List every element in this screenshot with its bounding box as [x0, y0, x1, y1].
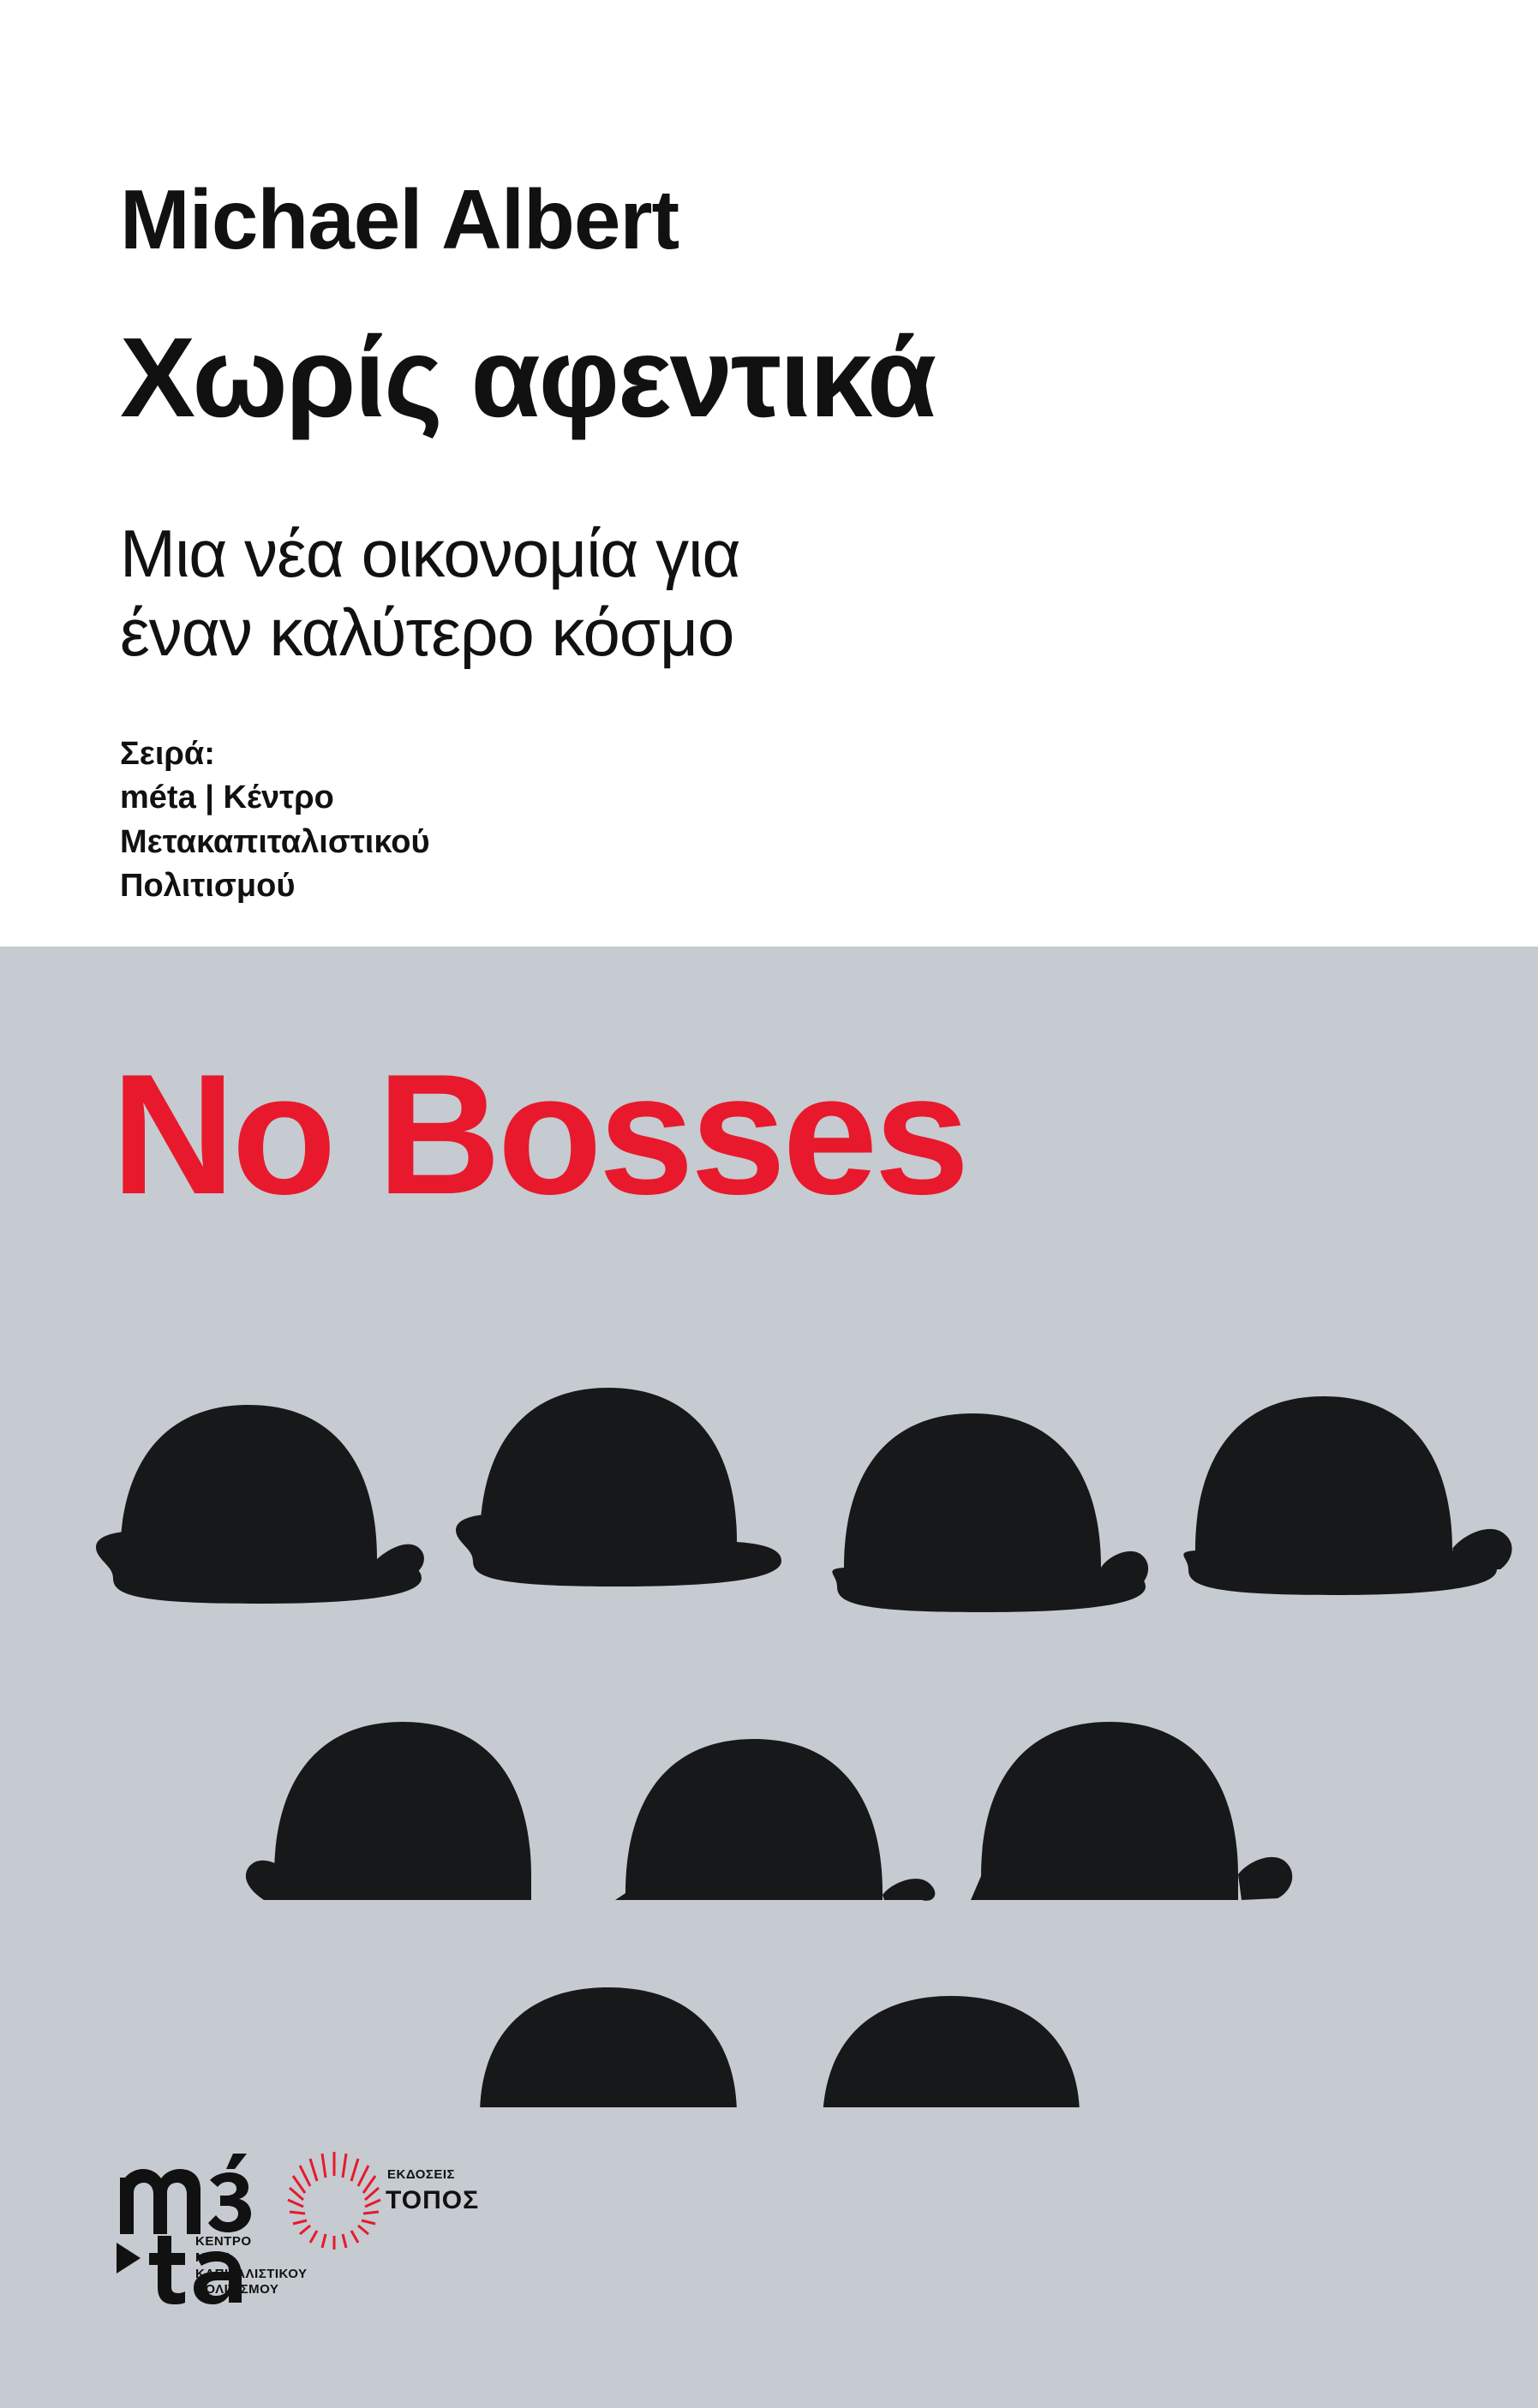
meta-caption-line-2: ΜΕΤΑ — [195, 2250, 233, 2265]
author-name: Michael Albert — [120, 172, 679, 266]
hat-row-2-item-2 — [615, 1739, 935, 1901]
publisher-logos — [111, 2133, 557, 2313]
hat-row-1-item-1 — [96, 1405, 424, 1604]
title-english: No Bosses — [111, 1039, 966, 1230]
meta-caption-line-3: ΚΑΠΙΤΑΛΙΣΤΙΚΟΥ — [195, 2266, 308, 2281]
hat-row-1-item-4 — [1183, 1396, 1511, 1595]
subtitle-greek-line-2: έναν καλύτερο κόσμο — [120, 595, 734, 671]
series-line-2: méta | Κέντρο — [120, 780, 334, 816]
series-line-3: Μετακαπιταλιστικού — [120, 823, 430, 860]
series-line-4: Πολιτισμού — [120, 867, 296, 904]
subtitle-greek-line-1: Μια νέα οικονομία για — [120, 516, 740, 591]
hat-row-2-item-1 — [246, 1722, 531, 1900]
meta-caption-line-1: ΚΕΝΤΡΟ — [195, 2234, 252, 2249]
hat-row-1-item-3 — [832, 1413, 1148, 1612]
series-line-1: Σειρά: — [120, 736, 215, 772]
topos-logo-mark — [283, 2142, 566, 2304]
topos-logo — [283, 2142, 566, 2304]
hat-row-2-item-3 — [971, 1722, 1292, 1900]
hat-row-3-item-1 — [470, 1987, 737, 2107]
meta-caption-line-4: ΠΟΛΙΤΙΣΜΟΥ — [195, 2282, 279, 2297]
hat-row-3-item-2 — [812, 1996, 1119, 2107]
topos-logo-wordmark: ΤΟΠΟΣ — [386, 2186, 480, 2214]
title-greek: Χωρίς αφεντικά — [120, 314, 936, 440]
hat-row-1-item-2 — [456, 1388, 781, 1586]
topos-logo-subtitle: ΕΚΔΟΣΕΙΣ — [387, 2167, 456, 2182]
subtitle-greek — [120, 514, 740, 672]
meta-logo — [111, 2133, 308, 2304]
series-note — [120, 732, 430, 908]
bowler-hats-illustration — [0, 1336, 1538, 2107]
